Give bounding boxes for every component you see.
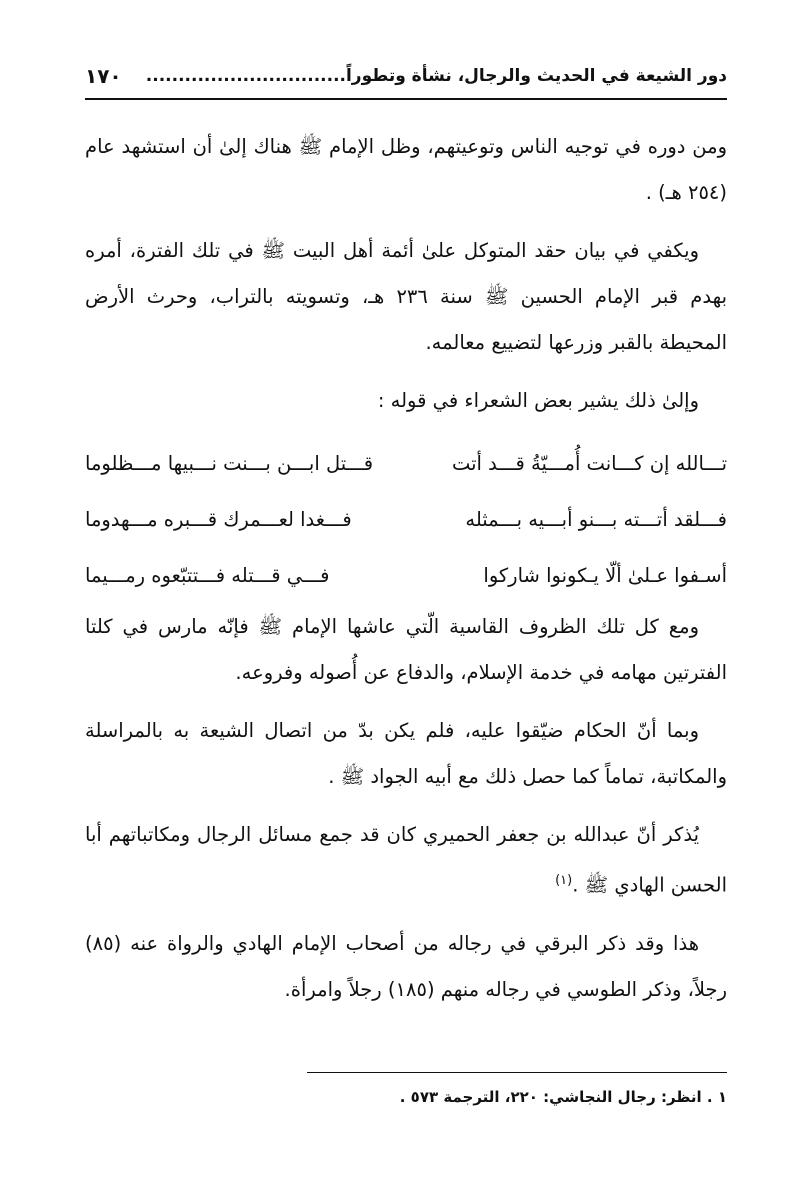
footnote: ١ . انظر: رجال النجاشي: ٢٢٠، الترجمة ٥٧٣ . [399,1088,727,1106]
poem-verse [85,436,727,492]
header-title [146,66,727,86]
header-dots: ............................... [145,66,346,86]
body-text [85,124,727,1025]
paragraph-6-text: يُذكر أنّ عبدالله بن جعفر الحميري كان قد جمع مسائل الرجال ومكاتباتهم أبا الحسن الهادي ﷺ . [85,823,727,897]
paragraph-1: ومن دوره في توجيه الناس وتوعيتهم، وظل الإمام ﷺ هناك إلىٰ أن استشهد عام (٢٥٤ هـ) . [85,135,727,204]
verse-first-hemistich: فـــلقد أتـــته بـــنو أبـــيه بـــمثله [465,508,727,531]
paragraph-4: ومع كل تلك الظروف القاسية الّتي عاشها الإمام ﷺ فإنّه مارس في كلتا الفترتين مهامه في خدمة الإسلام، والدفاع عن أُصوله وفروعه. [85,615,727,684]
header-rule [85,98,727,100]
verse-first-hemistich: أسـفوا عـلىٰ ألّا يـكونوا شاركوا [483,564,727,587]
paragraph-6 [85,812,727,909]
poem [85,436,727,604]
paragraph-7: هذا وقد ذكر البرقي في رجاله من أصحاب الإمام الهادي والرواة عنه (٨٥) رجلاً، وذكر الطوسي في رجاله منهم (١٨٥) رجلاً وامرأة. [85,931,727,1001]
page-number: ١٧٠ [85,64,122,88]
verse-second-hemistich: قـــتل ابـــن بـــنت نـــبيها مـــظلوما [85,452,374,475]
poem-verse [85,548,727,604]
paragraph-3: وإلىٰ ذلك يشير بعض الشعراء في قوله : [377,389,699,412]
footnote-marker[interactable]: (١) [555,873,573,888]
verse-first-hemistich: تـــالله إن كـــانت أُمـــيّةُ قـــد أتت [451,452,727,475]
verse-second-hemistich: فـــغدا لعـــمرك قـــبره مـــهدوما [85,508,352,531]
header-title-text: دور الشيعة في الحديث والرجال، نشأة وتطوراً [345,66,727,86]
paragraph-2: ويكفي في بيان حقد المتوكل علىٰ أئمة أهل البيت ﷺ في تلك الفترة، أمره بهدم قبر الإمام الحسين ﷺ سنة ٢٣٦ هـ، وتسويته بالتراب، وحرث الأرض المحيطة بالقبر وزرعها لتضييع معالمه. [85,239,727,354]
paragraph-5: وبما أنّ الحكام ضيّقوا عليه، فلم يكن بدّ من اتصال الشيعة به بالمراسلة والمكاتبة، تماماً كما حصل ذلك مع أبيه الجواد ﷺ . [85,719,727,788]
running-header [85,60,727,100]
footnote-rule [307,1072,727,1073]
verse-second-hemistich: فـــي قـــتله فـــتتبّعوه رمـــيما [85,564,330,587]
poem-verse [85,492,727,548]
